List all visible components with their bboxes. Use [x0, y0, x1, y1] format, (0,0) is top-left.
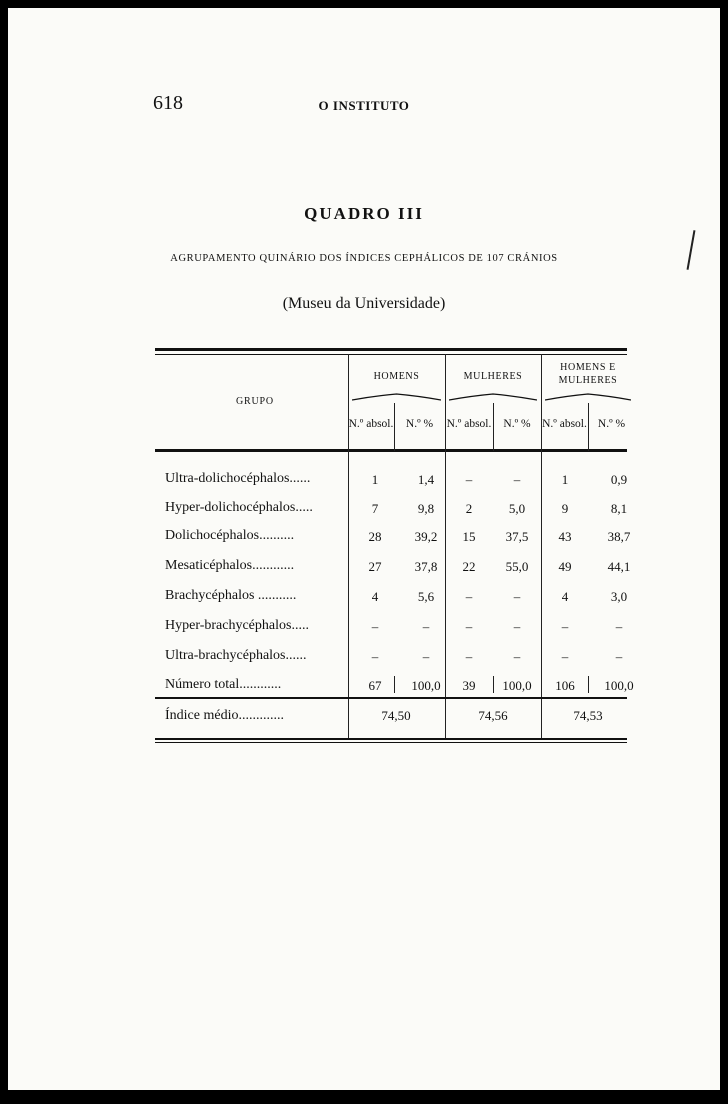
- total-cell: 106: [555, 678, 575, 693]
- table-cell: –: [422, 619, 430, 634]
- table-cell: 15: [462, 529, 476, 544]
- table-title: QUADRO III: [304, 204, 424, 223]
- vrule-mean-2: [445, 699, 446, 738]
- table-cell: –: [371, 649, 379, 664]
- mean-cell: 74,53: [573, 708, 603, 723]
- column-sub-header: N.º %: [405, 418, 434, 430]
- row-label: Mesaticéphalos............: [165, 558, 295, 573]
- header-rule-thin: [155, 451, 627, 452]
- row-label: Ultra-dolichocéphalos......: [165, 471, 311, 486]
- table-cell: 44,1: [607, 559, 631, 574]
- bottom-rule: [155, 738, 627, 740]
- table-cell: 37,5: [505, 529, 529, 544]
- table-cell: 28: [368, 529, 382, 544]
- total-cell: 100,0: [411, 678, 441, 693]
- table-cell: –: [561, 619, 569, 634]
- table-cell: 9: [561, 501, 569, 516]
- table-cell: –: [615, 649, 623, 664]
- total-cell: 39: [462, 678, 476, 693]
- table-cell: 22: [462, 559, 476, 574]
- mean-cell: 74,50: [381, 708, 411, 723]
- table-cell: –: [513, 619, 521, 634]
- table-subtitle: AGRUPAMENTO QUINÁRIO DOS ÍNDICES CEPHÁLICOS DE 107 CRÁNIOS: [170, 253, 558, 264]
- row-label: Ultra-brachycéphalos......: [165, 648, 307, 663]
- mean-cell: 74,56: [478, 708, 508, 723]
- table-cell: –: [561, 649, 569, 664]
- cephalic-index-table: [155, 341, 634, 743]
- table-cell: 0,9: [610, 472, 628, 487]
- column-group-brace: [449, 393, 537, 401]
- column-group-header: HOMENS: [373, 371, 420, 382]
- vrule-mean-3: [541, 699, 542, 738]
- column-sub-header: N.º %: [503, 418, 531, 430]
- table-cell: –: [513, 649, 521, 664]
- column-group-brace: [545, 393, 631, 401]
- mean-row-label: Índice médio.............: [165, 708, 284, 723]
- table-cell: 43: [558, 529, 572, 544]
- table-cell: –: [465, 472, 473, 487]
- total-cell: 100,0: [502, 678, 532, 693]
- table-cell: 1: [561, 472, 569, 487]
- page-number: 618: [153, 92, 183, 114]
- vrule-homens-left: [348, 354, 349, 697]
- table-cell: 3,0: [610, 589, 628, 604]
- table-cell: –: [615, 619, 623, 634]
- row-label: Dolichocéphalos..........: [165, 528, 295, 543]
- total-rule: [155, 697, 627, 699]
- total-row-label: Número total............: [165, 677, 282, 692]
- top-rule-thin: [155, 354, 627, 355]
- vrule-homens-mulheres: [445, 354, 446, 697]
- running-title: O INSTITUTO: [318, 98, 410, 113]
- total-cell: 100,0: [604, 678, 634, 693]
- table-cell: 27: [368, 559, 382, 574]
- total-cell: 67: [368, 678, 382, 693]
- table-cell: 8,1: [610, 501, 628, 516]
- column-sub-header: N.º absol.: [348, 418, 394, 430]
- group-header: GRUPO: [236, 396, 274, 407]
- table-cell: 38,7: [607, 529, 631, 544]
- table-cell: 4: [561, 589, 569, 604]
- table-cell: 9,8: [417, 501, 435, 516]
- top-rule-thick: [155, 348, 627, 351]
- table-cell: –: [371, 619, 379, 634]
- table-cell: –: [465, 649, 473, 664]
- table-cell: 2: [465, 501, 473, 516]
- page: [8, 8, 720, 1090]
- column-sub-header: N.º absol.: [446, 418, 492, 430]
- bottom-rule-thin: [155, 742, 627, 743]
- table-cell: 49: [558, 559, 572, 574]
- row-label: Hyper-dolichocéphalos.....: [165, 500, 313, 515]
- table-cell: 1: [371, 472, 379, 487]
- column-sub-header: N.º %: [597, 418, 626, 430]
- column-group-brace: [352, 393, 441, 401]
- table-cell: –: [465, 589, 473, 604]
- table-cell: 55,0: [505, 559, 529, 574]
- column-group-header: MULHERES: [463, 371, 523, 382]
- table-source: (Museu da Universidade): [282, 295, 446, 312]
- column-sub-header: N.º absol.: [542, 418, 587, 430]
- table-cell: 37,8: [414, 559, 438, 574]
- table-cell: –: [422, 649, 430, 664]
- table-cell: 39,2: [414, 529, 438, 544]
- row-label: Brachycéphalos ...........: [165, 588, 297, 603]
- table-cell: 5,0: [508, 501, 526, 516]
- vrule-mean-1: [348, 699, 349, 738]
- running-head: [8, 92, 720, 122]
- table-cell: 7: [371, 501, 379, 516]
- table-cell: –: [513, 589, 521, 604]
- table-cell: 1,4: [417, 472, 435, 487]
- column-group-header: HOMENS E MULHERES: [558, 362, 618, 386]
- table-cell: 4: [371, 589, 379, 604]
- table-cell: –: [465, 619, 473, 634]
- row-label: Hyper-brachycéphalos.....: [165, 618, 309, 633]
- table-cell: 5,6: [417, 589, 435, 604]
- table-cell: –: [513, 472, 521, 487]
